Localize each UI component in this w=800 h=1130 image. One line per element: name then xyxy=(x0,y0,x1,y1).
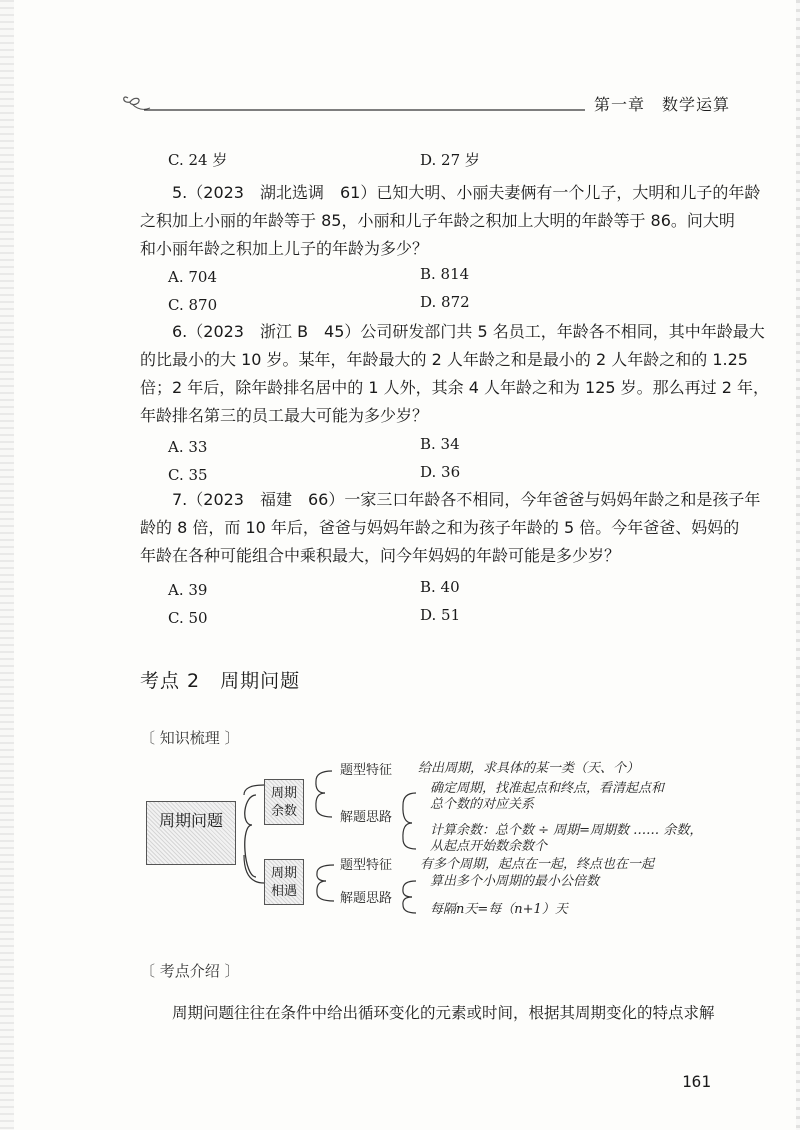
leaf-ornament-icon xyxy=(120,90,590,120)
b2-item2-line-2: 每隔n天=每（n+1）天 xyxy=(430,902,568,917)
q6-line-2: 的比最小的大 10 岁。某年，年龄最大的 2 人年龄之和是最小的 2 人年龄之和的 1.25 xyxy=(140,350,748,369)
bracket-open: 〔 xyxy=(140,962,160,980)
b1-item2-key: 解题思路 xyxy=(340,810,393,825)
mindmap-root: 周期问题 xyxy=(146,801,236,865)
section-title: 考点 2 周期问题 xyxy=(140,670,301,692)
b1-item1-key: 题型特征 xyxy=(340,763,393,778)
q5-line-2: 之积加上小丽的年龄等于 85，小丽和儿子年龄之积加上大明的年龄等于 86。问大明 xyxy=(140,211,735,230)
q7-option-b: B. 40 xyxy=(420,578,460,596)
mindmap-branch-cycle-remainder: 周期余数 xyxy=(264,779,304,825)
q6-option-d: D. 36 xyxy=(420,463,461,481)
b1-item1-value: 给出周期，求具体的某一类（天、个） xyxy=(418,761,640,776)
b2-item2-line-1: 算出多个小周期的最小公倍数 xyxy=(430,874,600,889)
q5-option-b: B. 814 xyxy=(420,265,470,283)
scan-edge-right xyxy=(796,0,800,1130)
q5-line-1: 5.（2023 湖北选调 61）已知大明、小丽夫妻俩有一个儿子，大明和儿子的年龄 xyxy=(172,183,761,202)
intro-paragraph: 周期问题往往在条件中给出循环变化的元素或时间，根据其周期变化的特点求解 xyxy=(172,1004,715,1022)
q5-option-c: C. 870 xyxy=(168,296,218,314)
q6-option-c: C. 35 xyxy=(168,466,208,484)
bracket-close: 〕 xyxy=(219,729,240,747)
q6-option-a: A. 33 xyxy=(168,438,208,456)
q7-option-c: C. 50 xyxy=(168,609,208,627)
bracket-close: 〕 xyxy=(219,962,240,980)
scan-edge-left xyxy=(0,0,14,1130)
q7-line-1: 7.（2023 福建 66）一家三口年龄各不相同，今年爸爸与妈妈年龄之和是孩子年 xyxy=(172,490,761,509)
q4-option-c: C. 24 岁 xyxy=(168,151,228,169)
b1-item2-line-3: 计算余数：总个数 ÷ 周期=周期数 …… 余数， xyxy=(430,823,703,838)
page-number: 161 xyxy=(682,1072,711,1091)
q7-option-d: D. 51 xyxy=(420,606,461,624)
q6-option-b: B. 34 xyxy=(420,435,460,453)
bracket-open: 〔 xyxy=(140,729,160,747)
q6-line-3: 倍；2 年后，除年龄排名居中的 1 人外，其余 4 人年龄之和为 125 岁。那么再过 2 年， xyxy=(140,378,770,397)
b1-item2-line-2: 总个数的对应关系 xyxy=(430,797,535,812)
b2-item1-value: 有多个周期，起点在一起，终点也在一起 xyxy=(420,857,655,872)
q5-option-a: A. 704 xyxy=(168,268,217,286)
b2-item2-key: 解题思路 xyxy=(340,891,393,906)
b1-item2-line-1: 确定周期，找准起点和终点，看清起点和 xyxy=(430,781,665,796)
q5-line-3: 和小丽年龄之积加上儿子的年龄为多少？ xyxy=(140,239,429,258)
b1-item2-line-4: 从起点开始数余数个 xyxy=(430,839,548,854)
intro-heading xyxy=(140,960,240,981)
q7-line-3: 年龄在各种可能组合中乘积最大，问今年妈妈的年龄可能是多少岁？ xyxy=(140,546,621,565)
knowledge-heading xyxy=(140,727,240,748)
chapter-title: 第一章 数学运算 xyxy=(593,95,730,114)
intro-label: 考点介绍 xyxy=(159,962,220,980)
q7-option-a: A. 39 xyxy=(168,581,208,599)
q7-line-2: 龄的 8 倍，而 10 年后，爸爸与妈妈年龄之和为孩子年龄的 5 倍。今年爸爸、妈妈的 xyxy=(140,518,740,537)
knowledge-label: 知识梳理 xyxy=(159,729,220,747)
page-header xyxy=(120,90,730,120)
b2-item1-key: 题型特征 xyxy=(340,858,393,873)
q4-option-d: D. 27 岁 xyxy=(420,151,480,169)
q6-line-1: 6.（2023 浙江 B 45）公司研发部门共 5 名员工，年龄各不相同，其中年龄最大 xyxy=(172,322,765,341)
q6-line-4: 年龄排名第三的员工最大可能为多少岁？ xyxy=(140,406,429,425)
mindmap xyxy=(140,755,740,925)
q5-option-d: D. 872 xyxy=(420,293,470,311)
mindmap-branch-cycle-meeting: 周期相遇 xyxy=(264,859,304,905)
